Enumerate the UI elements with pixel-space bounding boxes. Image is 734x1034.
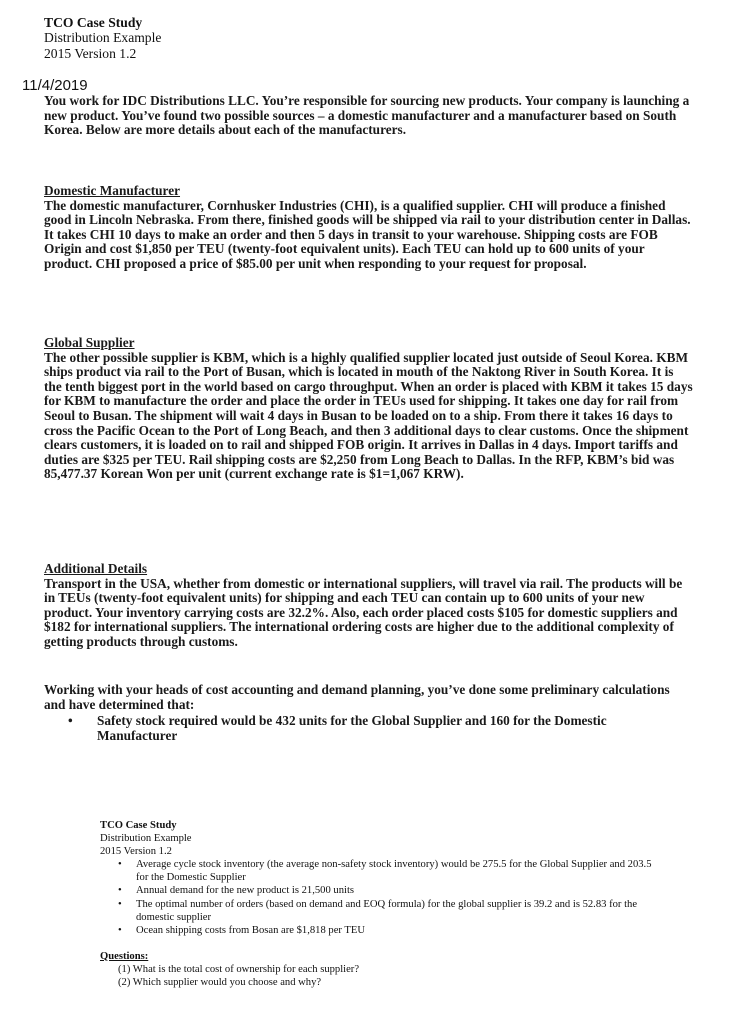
- page2-subtitle: Distribution Example: [100, 833, 192, 845]
- page2-title: TCO Case Study: [100, 820, 177, 831]
- question-item: (2) Which supplier would you choose and why?: [118, 977, 322, 989]
- page2-section: [100, 819, 660, 989]
- bullet-list-page2: [100, 858, 660, 937]
- intro-paragraph: You work for IDC Distributions LLC. You’re responsible for sourcing new products. Your company is launching a new product. You’ve found two possible sources – a domestic manufacturer and a manufacturer based on South Korea. Below are more details about each of the manufacturers.: [44, 93, 690, 138]
- case-study-subtitle: Distribution Example: [44, 30, 162, 46]
- list-item: [118, 898, 660, 924]
- bullet-icon: •: [68, 713, 73, 728]
- list-item-text: Safety stock required would be 432 units for the Global Supplier and 160 for the Domestic Manufacturer: [97, 713, 607, 743]
- page2-version: 2015 Version 1.2: [100, 846, 172, 858]
- domestic-heading: Domestic Manufacturer: [44, 183, 181, 198]
- domestic-text: The domestic manufacturer, Cornhusker Industries (CHI), is a qualified supplier. CHI will produce a finished good in Lincoln Nebraska. From there, finished goods will be shipped via rail to your distribution center in Dallas. It takes CHI 10 days to make an order and then 5 days in transit to your warehouse. Shipping costs are FOB Origin and cost $1,850 per TEU (twenty-foot equivalent units). Each TEU can hold up to 600 units of your product. CHI proposed a price of $85.00 per unit when responding to your request for proposal.: [44, 197, 691, 271]
- bullet-icon: •: [118, 924, 122, 936]
- bullet-icon: •: [118, 898, 122, 910]
- working-paragraph: Working with your heads of cost accounting and demand planning, you’ve done some preliminary calculations and have determined that:: [44, 682, 670, 712]
- questions-list: [118, 963, 660, 989]
- questions-heading: Questions:: [100, 950, 149, 962]
- case-study-title: TCO Case Study: [44, 15, 143, 30]
- global-text: The other possible supplier is KBM, which is a highly qualified supplier located just outside of Seoul Korea. KBM ships product via rail to the Port of Busan, which is located in mouth of the Naktong River in South Korea. It is the tenth biggest port in the world based on cargo throughput. When an order is placed with KBM it takes 15 days for KBM to manufacture the order and place the order in TEUs used for shipping. It takes one day for rail from Seoul to Busan. The shipment will wait 4 days in Busan to be loaded on to a ship. From there it takes 16 days to cross the Pacific Ocean to the Port of Long Beach, and then 3 additional days to clear customs. Once the shipment clears customers, it is loaded on to rail and shipped FOB origin. It arrives in Dallas in 4 days. Import tariffs and duties are $325 per TEU. Rail shipping costs are $2,250 from Long Beach to Dallas. In the RFP, KBM’s bid was 85,477.37 Korean Won per unit (current exchange rate is $1=1,067 KRW).: [44, 349, 693, 482]
- additional-heading: Additional Details: [44, 561, 148, 576]
- list-item-text: Average cycle stock inventory (the average non-safety stock inventory) would be 275.5 for the Global Supplier and 203.5 for the Domestic Supplier: [136, 859, 652, 884]
- bullet-list-page1: [60, 714, 690, 743]
- global-section: [44, 336, 694, 482]
- list-item: [60, 714, 690, 743]
- list-item: [118, 924, 660, 937]
- list-item-text: The optimal number of orders (based on demand and EOQ formula) for the global supplier is 39.2 and is 52.83 for the domestic supplier: [136, 898, 638, 923]
- list-item-text: Ocean shipping costs from Bosan are $1,818 per TEU: [136, 924, 365, 936]
- list-item: [118, 884, 660, 897]
- case-study-version: 2015 Version 1.2: [44, 45, 137, 61]
- additional-section: [44, 562, 694, 650]
- additional-text: Transport in the USA, whether from domestic or international suppliers, will travel via rail. The products will be in TEUs (twenty-foot equivalent units) for shipping and each TEU can contain up to 600 units of your new product. Your inventory carrying costs are 32.2%. Also, each order placed costs $105 for domestic suppliers and $182 for international suppliers. The international ordering costs are higher due to the additional complexity of getting products through customs.: [44, 575, 683, 649]
- global-heading: Global Supplier: [44, 335, 135, 350]
- question-item: (1) What is the total cost of ownership for each supplier?: [118, 963, 360, 975]
- bullet-icon: •: [118, 859, 122, 871]
- bullet-icon: •: [118, 885, 122, 897]
- list-item: [118, 858, 660, 884]
- document-header: [44, 15, 161, 61]
- domestic-section: [44, 184, 694, 272]
- date-stamp: 11/4/2019: [22, 77, 88, 94]
- list-item-text: Annual demand for the new product is 21,500 units: [136, 885, 355, 897]
